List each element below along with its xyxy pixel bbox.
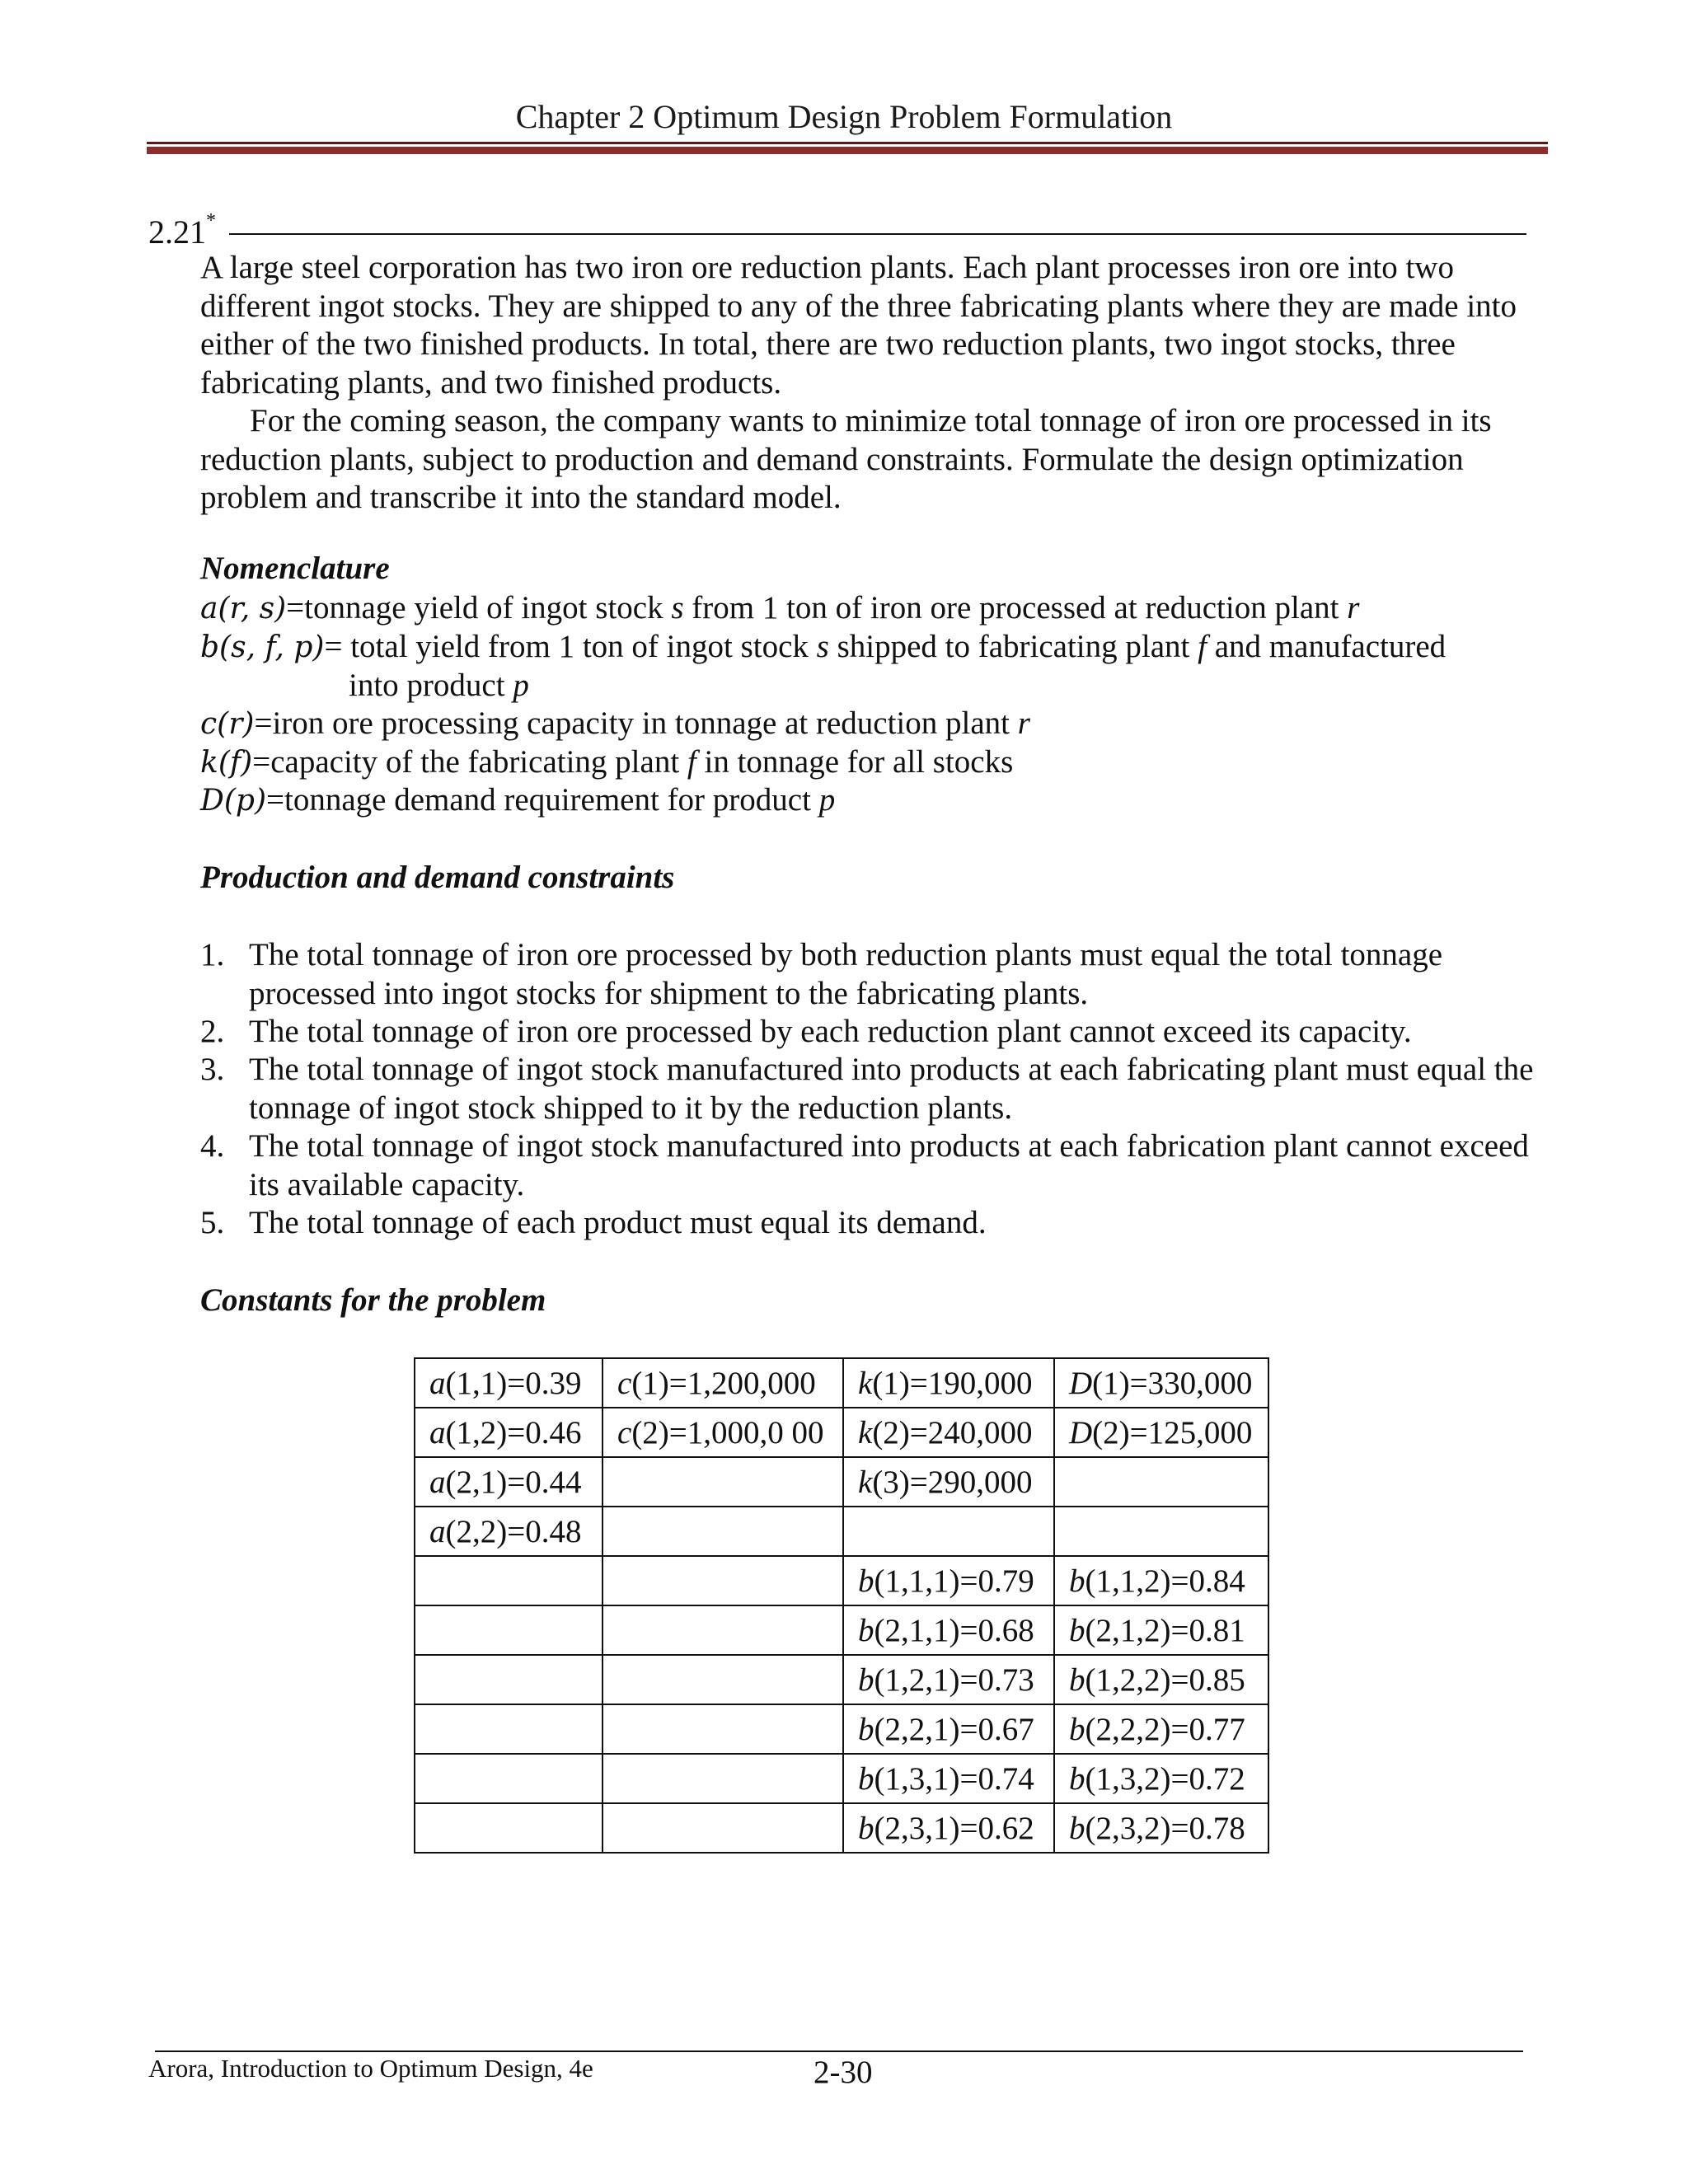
table-row bbox=[415, 1507, 1268, 1556]
constraint-text: The total tonnage of each product must equal its demand. bbox=[249, 1205, 987, 1240]
problem-rule bbox=[229, 233, 1526, 235]
table-cell bbox=[603, 1507, 843, 1556]
nomenclature-heading: Nomenclature bbox=[200, 551, 390, 586]
table-cell bbox=[603, 1605, 843, 1655]
table-row bbox=[415, 1457, 1268, 1507]
definition-k-var: f bbox=[687, 744, 696, 780]
table-cell bbox=[603, 1803, 843, 1853]
constraints-heading: Production and demand constraints bbox=[200, 860, 675, 895]
table-cell: c(1)=1,200,000 bbox=[603, 1358, 843, 1408]
constraint-item bbox=[200, 936, 1552, 1013]
constants-table-body bbox=[415, 1358, 1268, 1853]
table-cell bbox=[603, 1457, 843, 1507]
table-row bbox=[415, 1358, 1268, 1408]
constraint-item bbox=[200, 1127, 1552, 1204]
table-cell bbox=[415, 1655, 603, 1704]
table-cell: b(1,1,1)=0.79 bbox=[843, 1556, 1054, 1605]
table-cell: b(2,3,2)=0.78 bbox=[1054, 1803, 1268, 1853]
footer-rule bbox=[155, 2050, 1523, 2052]
symbol-a: a(r, s) bbox=[200, 592, 287, 626]
table-cell: b(2,1,2)=0.81 bbox=[1054, 1605, 1268, 1655]
table-cell: b(2,1,1)=0.68 bbox=[843, 1605, 1054, 1655]
nomenclature-a bbox=[200, 589, 1359, 629]
definition-a-var1: s bbox=[671, 590, 684, 626]
intro-paragraph-2: For the coming season, the company wants to minimize total tonnage of iron ore processed in its reduction plants, subject to production and demand constraints. Formulate the design optimization problem and transcribe it into the standard model. bbox=[200, 403, 1492, 515]
table-cell: b(2,2,2)=0.77 bbox=[1054, 1704, 1268, 1754]
table-cell bbox=[603, 1655, 843, 1704]
table-cell: a(1,2)=0.46 bbox=[415, 1408, 603, 1457]
constraint-text: The total tonnage of iron ore processed by both reduction plants must equal the total tonnage processed into ingot stocks for shipment to the fabricating plants. bbox=[249, 937, 1443, 1011]
definition-c-var: r bbox=[1017, 705, 1030, 741]
constraint-item bbox=[200, 1013, 1552, 1052]
definition-b-cont: into product bbox=[349, 668, 513, 703]
definition-b-part1: = total yield from 1 ton of ingot stock bbox=[324, 629, 817, 664]
nomenclature-b bbox=[200, 628, 1446, 668]
definition-d: =tonnage demand requirement for product bbox=[266, 782, 819, 818]
definition-k-part1: =capacity of the fabricating plant bbox=[252, 744, 687, 780]
constraint-number: 4. bbox=[200, 1128, 225, 1164]
constants-table bbox=[414, 1357, 1269, 1854]
table-row bbox=[415, 1803, 1268, 1853]
problem-number bbox=[148, 209, 216, 251]
definition-k-part2: in tonnage for all stocks bbox=[696, 744, 1014, 780]
table-row bbox=[415, 1408, 1268, 1457]
definition-a-part2: from 1 ton of iron ore processed at reduction plant bbox=[683, 590, 1348, 626]
table-cell: D(2)=125,000 bbox=[1054, 1408, 1268, 1457]
table-cell bbox=[415, 1556, 603, 1605]
table-cell: a(1,1)=0.39 bbox=[415, 1358, 603, 1408]
definition-b-var3: p bbox=[513, 668, 529, 703]
symbol-c: c(r) bbox=[200, 707, 255, 741]
table-cell: a(2,2)=0.48 bbox=[415, 1507, 603, 1556]
constants-heading: Constants for the problem bbox=[200, 1282, 546, 1318]
constraint-text: The total tonnage of ingot stock manufactured into products at each fabricating plant must equal the tonnage of ingot stock shipped to it by the reduction plants. bbox=[249, 1052, 1534, 1126]
table-cell bbox=[415, 1803, 603, 1853]
table-row bbox=[415, 1655, 1268, 1704]
definition-b-var2: f bbox=[1198, 629, 1207, 664]
table-row bbox=[415, 1754, 1268, 1803]
page-number: 2-30 bbox=[814, 2055, 873, 2090]
definition-a-var2: r bbox=[1347, 590, 1360, 626]
constraint-number: 5. bbox=[200, 1205, 225, 1240]
intro-paragraph-1: A large steel corporation has two iron ore reduction plants. Each plant processes iron ore into two different ingot stocks. They are shipped to any of the three fabricating plants where they are made into either of the two finished products. In total, there are two reduction plants, two ingot stocks, three fabricating plants, and two finished products. bbox=[200, 250, 1517, 401]
definition-a-part1: =tonnage yield of ingot stock bbox=[286, 590, 672, 626]
table-cell: k(2)=240,000 bbox=[843, 1408, 1054, 1457]
definition-b-var1: s bbox=[816, 629, 829, 664]
constraint-text: The total tonnage of ingot stock manufactured into products at each fabrication plant cannot exceed its available capacity. bbox=[249, 1128, 1529, 1202]
footer-citation: Arora, Introduction to Optimum Design, 4e bbox=[148, 2054, 593, 2083]
table-cell bbox=[603, 1754, 843, 1803]
nomenclature-k bbox=[200, 743, 1013, 783]
header-rule-thick bbox=[147, 147, 1548, 154]
constraint-number: 3. bbox=[200, 1052, 225, 1087]
table-cell bbox=[1054, 1507, 1268, 1556]
nomenclature-c bbox=[200, 705, 1030, 744]
constraint-item bbox=[200, 1051, 1552, 1127]
header-rule-thin bbox=[147, 142, 1548, 144]
table-cell: b(2,3,1)=0.62 bbox=[843, 1803, 1054, 1853]
table-cell bbox=[603, 1556, 843, 1605]
definition-c: =iron ore processing capacity in tonnage at reduction plant bbox=[254, 705, 1018, 741]
symbol-d: D(p) bbox=[200, 784, 266, 818]
table-cell bbox=[603, 1704, 843, 1754]
page-header-title: Chapter 2 Optimum Design Problem Formulation bbox=[515, 98, 1173, 135]
table-cell: b(1,2,2)=0.85 bbox=[1054, 1655, 1268, 1704]
definition-d-var: p bbox=[818, 782, 836, 818]
symbol-b: b(s, f, p) bbox=[200, 630, 325, 664]
table-cell: b(1,2,1)=0.73 bbox=[843, 1655, 1054, 1704]
table-cell: k(3)=290,000 bbox=[843, 1457, 1054, 1507]
table-cell: b(2,2,1)=0.67 bbox=[843, 1704, 1054, 1754]
constraint-number: 2. bbox=[200, 1014, 225, 1049]
table-cell: D(1)=330,000 bbox=[1054, 1358, 1268, 1408]
symbol-k: k(f) bbox=[200, 746, 253, 780]
table-row bbox=[415, 1704, 1268, 1754]
table-cell: b(1,3,1)=0.74 bbox=[843, 1754, 1054, 1803]
problem-star: * bbox=[206, 209, 216, 232]
table-cell bbox=[415, 1704, 603, 1754]
definition-b-part3: and manufactured bbox=[1206, 629, 1447, 664]
definition-b-part2: shipped to fabricating plant bbox=[828, 629, 1198, 664]
table-cell: a(2,1)=0.44 bbox=[415, 1457, 603, 1507]
constraint-item bbox=[200, 1204, 1552, 1243]
constraint-number: 1. bbox=[200, 937, 225, 972]
table-cell bbox=[843, 1507, 1054, 1556]
table-cell: k(1)=190,000 bbox=[843, 1358, 1054, 1408]
nomenclature-d bbox=[200, 781, 835, 821]
table-row bbox=[415, 1605, 1268, 1655]
constraint-text: The total tonnage of iron ore processed by each reduction plant cannot exceed its capacity. bbox=[249, 1014, 1412, 1049]
table-cell bbox=[415, 1754, 603, 1803]
table-cell bbox=[1054, 1457, 1268, 1507]
nomenclature-b-continued bbox=[349, 667, 529, 704]
problem-number-text: 2.21 bbox=[148, 213, 206, 251]
table-cell: c(2)=1,000,0 00 bbox=[603, 1408, 843, 1457]
table-row bbox=[415, 1556, 1268, 1605]
table-cell bbox=[415, 1605, 603, 1655]
table-cell: b(1,3,2)=0.72 bbox=[1054, 1754, 1268, 1803]
table-cell: b(1,1,2)=0.84 bbox=[1054, 1556, 1268, 1605]
